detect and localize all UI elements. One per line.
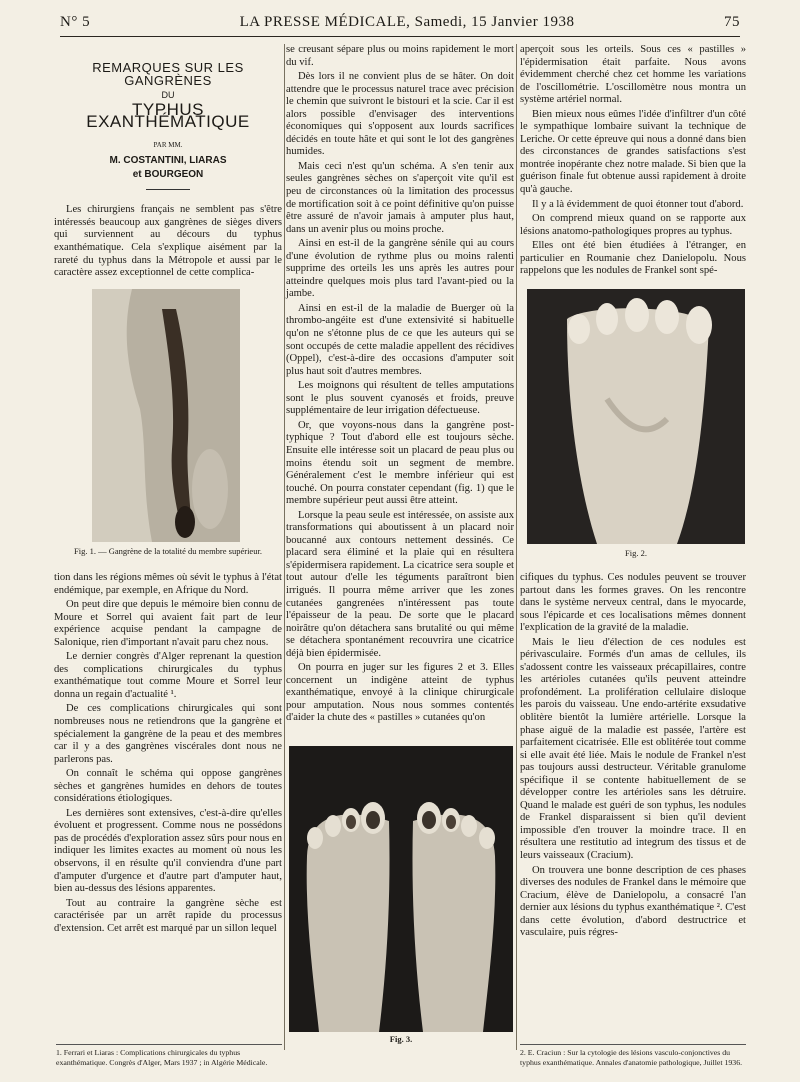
paragraph: On pourra en juger sur les figures 2 et 3. Elles concernent un indigène atteint de typhus exanthématique, envoyé à la clinique chirurgicale pour amputation. Nous nous sommes contentés d'aider la chute des « pastilles » cutanées qu'on xyxy=(286,662,514,724)
paragraph: On comprend mieux quand on se rapporte aux lésions anatomo-pathologiques propres au typhus. xyxy=(520,213,746,237)
paragraph: Lorsque la peau seule est intéressée, on assiste aux transformations qui aboutissent à un placard noir boucanné aux contours nettement dessinés. Ce placard sera éliminé et la plaie qui en résultera s'épidermisera rapidement. La cicatrice sera souple et tout autour d'elle les téguments paraîtront bien irrigués. Il pourra même arriver que les zones cutanées gangrenées n'intéressent pas toute l'épaisseur de la peau. De sorte que le placard noirâtre qu'on détachera sans brutalité ou qui même se détachera spontanément recouvrira une cicatrice déjà bien épidermisée. xyxy=(286,509,514,659)
issue-number: N° 5 xyxy=(60,14,91,30)
paragraph: cifiques du typhus. Ces nodules peuvent se trouver partout dans les formes graves. On les rencontre dans le système nerveux central, dans le myocarde, sous l'épicarde et ces localisations mêmes donnent l'explication de la gravité de la maladie. xyxy=(520,572,746,634)
paragraph: Bien mieux nous eûmes l'idée d'infiltrer d'un côté le sympathique lombaire suivant la technique de Leriche. Or cette épreuve qui nous a donné dans bien des circonstances de grandes satisfactions s'est montrée inopérante chez notre malade. Si bien que la guérison finale fut obtenue aussi rapidement à droite qu'à gauche. xyxy=(520,108,746,196)
figure-2-photo xyxy=(527,289,745,544)
paragraph: Dès lors il ne convient plus de se hâter. On doit attendre que le processus naturel trace avec précision le chemin que suivront le bistouri et la scie. Car il est alors possible d'envisager des interventions économiques qui s'opposent aux lourds sacrifices décidés en toute hâte et qui sont le lot des gangrènes humides. xyxy=(286,71,514,158)
column-2-top xyxy=(286,44,514,727)
page-number: 75 xyxy=(723,14,740,30)
figure-1-caption: Fig. 1. — Gangrène de la totalité du membre supérieur. xyxy=(74,546,262,556)
paragraph: Elles ont été bien étudiées à l'étranger, en particulier en Roumanie chez Danielopolu. Nous rappelons que les nodules de Frankel sont spé- xyxy=(520,240,746,277)
paragraph: Ainsi en est-il de la gangrène sénile qui au cours d'une évolution de rythme plus ou moins ralenti supprime des orteils les uns après les autres pour atteindre quelques mois plus tard l'avant-pied ou la jambe. xyxy=(286,238,514,300)
footnote-1: 1. Ferrari et Liaras : Complications chirurgicales du typhus exanthématique. Congrès d'Alger, Mars 1937 ; in Algérie Médicale. xyxy=(56,1048,268,1067)
paragraph: Il y a là évidemment de quoi étonner tout d'abord. xyxy=(532,198,744,210)
column-rule xyxy=(516,44,517,1050)
title-separator xyxy=(146,189,190,190)
column-1-bottom xyxy=(54,572,282,937)
paragraph: Les moignons qui résultent de telles amputations sont le plus souvent cyanosés et froids, preuve supplémentaire de leur irrigation défectueuse. xyxy=(286,380,514,417)
authors-line2: et BOURGEON xyxy=(132,168,204,180)
paragraph: Tout au contraire la gangrène sèche est caractérisée par un arrêt rapide du processus d'extension. Cet arrêt est marqué par un sillon lequel xyxy=(54,897,282,934)
journal-title: LA PRESSE MÉDICALE, Samedi, 15 Janvier 1938 xyxy=(239,14,575,30)
paragraph: Or, que voyons-nous dans la gangrène post-typhique ? Tout d'abord elle est toujours sèche. Ensuite elle intéresse soit un placard de peau plus ou moins étendu soit un segment de membre. Généralement c'est le membre inférieur qui est touché. On pourra constater cependant (fig. 1) que le membre supérieur peut aussi être atteint. xyxy=(286,419,514,507)
paragraph: On peut dire que depuis le mémoire bien connu de Moure et Sorrel qui avaient fait part de leur expérience acquise pendant la campagne de Salonique, rien d'important n'avait paru chez nous. xyxy=(54,599,282,648)
article-title-du: DU xyxy=(161,90,175,101)
footnote-2: 2. E. Craciun : Sur la cytologie des lésions vasculo-conjonctives du typhus exanthématique. Annales d'anatomie pathologique, Juillet 1936. xyxy=(520,1048,743,1067)
footnote-rule xyxy=(56,1044,282,1045)
figure-3-photo xyxy=(289,746,513,1032)
figure-2-caption: Fig. 2. xyxy=(625,548,647,558)
running-header xyxy=(60,14,740,37)
paragraph: On trouvera une bonne description de ces phases diverses des nodules de Frankel dans le mémoire que Cracium, élève de Danielopolu, a consacré l'an dernier aux lésions du typhus exanthématique ². C'est dans cette évolution, d'abord destructrice et vasculaire, puis régres- xyxy=(520,864,746,939)
paragraph: On connaît le schéma qui oppose gangrènes sèches et gangrènes humides en dehors de toutes considérations étiologiques. xyxy=(54,768,282,805)
footnote-rule xyxy=(520,1044,746,1045)
paragraph: Mais le lieu d'élection de ces nodules est périvasculaire. Formés d'un amas de cellules, ils s'adossent contre les vaisseaux précapillaires, contre les artérioles cutanées qu'ils peuvent atteindre profondément. La prolifération cellulaire disloque les parois du vaisseau. Une endo-artérite exsudative oblitère bientôt la lumière artérielle. Lorsque la phase aiguë de la maladie est passée, l'artère est parfaitement cicatrisée. Elle est oblitérée tout comme si elle avait été liée. Mais le nodule de Frankel n'est pas toujours aussi destructeur. Véritable granulome spécifique il se contente habituellement de se développer contre les artérioles sans les détruire. Quand le malade est guéri de son typhus, les nodules de Frankel disparaissent si bien qu'il devient impossible d'en trouver la moindre trace. Il en résultera une restitutio ad integrum des tissus et de leurs vaisseaux (Cracium). xyxy=(520,636,746,862)
paragraph: Le dernier congrès d'Alger reprenant la question des complications chirurgicales du typhus exanthématique tout comme Moure et Sorrel leur donna un regain d'actualité ¹. xyxy=(54,651,282,700)
column-1-top xyxy=(54,44,282,282)
paragraph: Mais ceci n'est qu'un schéma. A s'en tenir aux seules gangrènes sèches on s'aperçoit vite qu'il est peu de circonstances où la limitation des processus de mortification soit à ce point définitive qu'on puisse être assuré de n'avoir jamais à amputer plus haut, dans un avenir plus ou moins proche. xyxy=(286,160,514,235)
figure-1-photo xyxy=(92,289,240,542)
paragraph: tion dans les régions mêmes où sévit le typhus à l'état endémique, par exemple, en Afrique du Nord. xyxy=(54,572,282,596)
byline-par: PAR MM. xyxy=(153,140,183,149)
figure-3-caption: Fig. 3. xyxy=(389,1034,413,1044)
paragraph: Les chirurgiens français ne semblent pas s'être intéressés beaucoup aux gangrènes de sièges divers qui surviennent au décours du typhus exanthématique. Cela s'explique aisément par la rareté du typhus dans la Métropole et aussi par le caractère assez exceptionnel de cette complica- xyxy=(54,204,282,279)
article-title-line1: REMARQUES SUR LES GANGRÈNES xyxy=(92,60,244,88)
paragraph: aperçoit sous les orteils. Sous ces « pastilles » l'épidermisation était parfaite. Nous avons évidemment cherché chez cet homme les variations de l'oscillométrie. L'oscillomètre nous montra un système artériel normal. xyxy=(520,44,746,106)
column-3-top xyxy=(520,44,746,280)
column-3-bottom xyxy=(520,572,746,942)
article-title-line2: TYPHUS EXANTHÉMATIQUE xyxy=(86,99,250,132)
paragraph: se creusant sépare plus ou moins rapidement le mort du vif. xyxy=(286,44,514,68)
column-rule xyxy=(284,44,285,1050)
paragraph: Les dernières sont extensives, c'est-à-dire qu'elles évoluent et progressent. Comme nous ne possédons pas de procédés d'exploration assez sûrs pour nous en indiquer les limites exactes au moment où nous les observons, il en résulte qu'il conviendra d'une part d'amputer d'urgence et d'autre part d'amputer haut, bien au-dessus des lésions apparentes. xyxy=(54,807,282,895)
paragraph: De ces complications chirurgicales qui sont nombreuses nous ne retiendrons que la gangrène et spécialement la gangrène de la peau et des membres car il y a des gangrènes viscérales dont nous ne parlerons pas. xyxy=(54,703,282,765)
authors-line1: M. COSTANTINI, LIARAS xyxy=(109,155,227,167)
paragraph: Ainsi en est-il de la maladie de Buerger où la thrombo-angéite est d'une extensivité si habituelle qu'on ne s'étonne plus de ce que les auteurs qui se sont occupés de cette maladie appellent des récidives (Oppel), c'est-à-dire des occasions d'amputer soit plus haut soit d'autres membres. xyxy=(286,302,514,377)
